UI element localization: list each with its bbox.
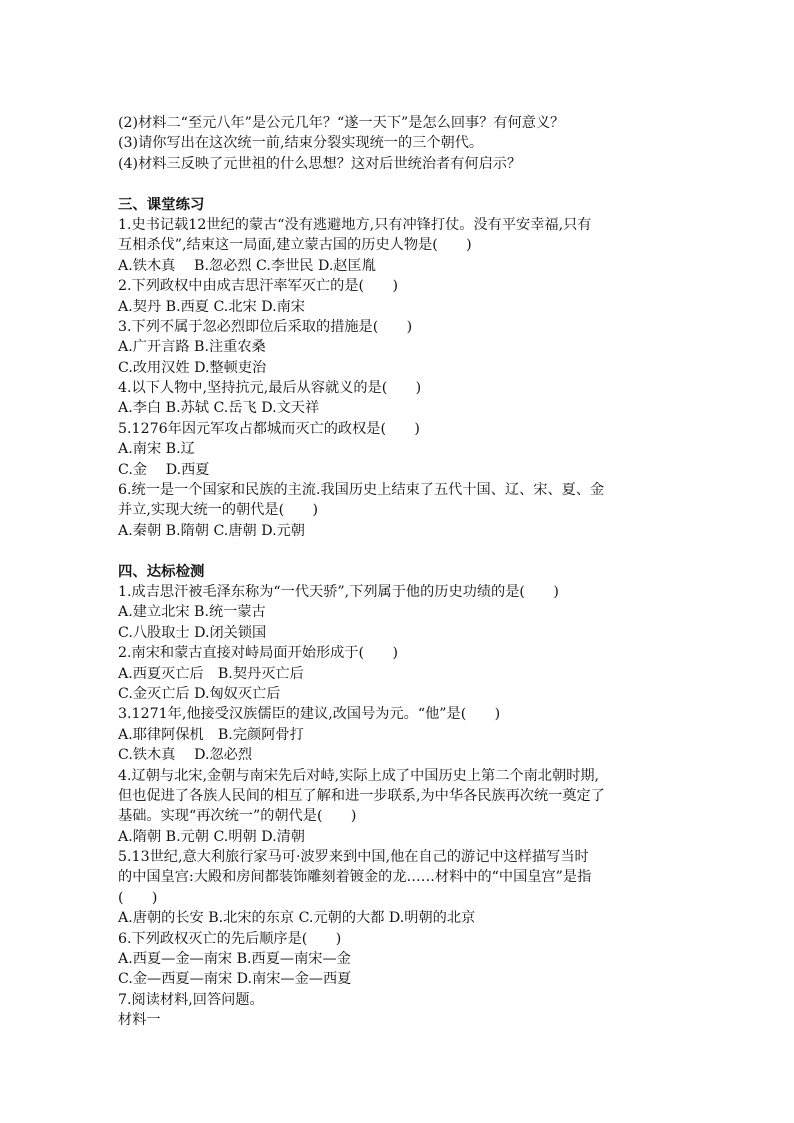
text-line: 3.1271年,他接受汉族儒臣的建议,改国号为元。“他”是( ) <box>118 706 501 723</box>
question-line: (4)材料三反映了元世祖的什么思想？这对后世统治者有何启示？ <box>118 155 522 172</box>
text-line: 的中国皇宫:大殿和房间都装饰雕刻着镀金的龙……材料中的“中国皇宫”是指 <box>118 869 592 886</box>
text-line: A.唐朝的长安 B.北宋的东京 C.元朝的大都 D.明朝的北京 <box>118 910 476 927</box>
text-line: A.南宋 B.辽 <box>118 441 195 458</box>
text-line: 2.下列政权中由成吉思汗率军灭亡的是( ) <box>118 278 398 295</box>
text-line: 但也促进了各族人民间的相互了解和进一步联系,为中华各民族再次统一奠定了 <box>118 787 605 804</box>
worksheet-page <box>118 113 688 1031</box>
text-line: A.广开言路 B.注重农桑 <box>118 339 266 356</box>
text-line: 基础。实现“再次统一”的朝代是( ) <box>118 808 357 825</box>
section-classroom-practice <box>118 195 688 542</box>
text-line: 并立,实现大统一的朝代是( ) <box>118 502 319 519</box>
section-heading: 四、达标检测 <box>118 563 205 580</box>
text-line: 7.阅读材料,回答问题。 <box>118 991 264 1008</box>
text-line: 3.下列不属于忽必烈即位后采取的措施是( ) <box>118 318 413 335</box>
text-line: 材料一 <box>118 1012 161 1029</box>
text-line: C.铁木真 D.忽必烈 <box>118 747 253 764</box>
text-line: 2.南宋和蒙古直接对峙局面开始形成于( ) <box>118 645 398 662</box>
text-line: 5.1276年因元军攻占都城而灭亡的政权是( ) <box>118 420 420 437</box>
text-line: C.金—西夏—南宋 D.南宋—金—西夏 <box>118 971 352 988</box>
text-line: A.西夏灭亡后 B.契丹灭亡后 <box>118 665 304 682</box>
section-assessment <box>118 562 688 1031</box>
text-line: 1.史书记载12世纪的蒙古“没有逃避地方,只有冲锋打仗。没有平安幸福,只有 <box>118 216 592 233</box>
text-line: 1.成吉思汗被毛泽东称为“一代天骄”,下列属于他的历史功绩的是( ) <box>118 583 559 600</box>
text-line: 6.下列政权灭亡的先后顺序是( ) <box>118 930 342 947</box>
text-line: 4.辽朝与北宋,金朝与南宋先后对峙,实际上成了中国历史上第二个南北朝时期, <box>118 767 600 784</box>
text-line: A.秦朝 B.隋朝 C.唐朝 D.元朝 <box>118 522 305 539</box>
text-line: 6.统一是一个国家和民族的主流.我国历史上结束了五代十国、辽、宋、夏、金 <box>118 482 605 499</box>
text-line: C.金灭亡后 D.匈奴灭亡后 <box>118 685 281 702</box>
text-line: C.八股取士 D.闭关锁国 <box>118 624 267 641</box>
text-line: A.契丹 B.西夏 C.北宋 D.南宋 <box>118 298 305 315</box>
text-line: 互相杀伐”,结束这一局面,建立蒙古国的历史人物是( ) <box>118 237 472 254</box>
text-line: A.建立北宋 B.统一蒙古 <box>118 604 266 621</box>
question-line: (2)材料二“至元八年”是公元几年？“遂一天下”是怎么回事？有何意义？ <box>118 115 565 131</box>
text-line: A.李白 B.苏轼 C.岳飞 D.文天祥 <box>118 400 320 417</box>
text-line: C.金 D.西夏 <box>118 461 210 478</box>
text-line: A.隋朝 B.元朝 C.明朝 D.清朝 <box>118 828 305 845</box>
question-line: (3)请你写出在这次统一前,结束分裂实现统一的三个朝代。 <box>118 135 484 152</box>
spacer <box>118 541 688 561</box>
text-line: A.耶律阿保机 B.完颜阿骨打 <box>118 726 304 743</box>
spacer <box>118 174 688 194</box>
text-line: 4.以下人物中,坚持抗元,最后从容就义的是( ) <box>118 380 422 397</box>
text-line: ( ) <box>118 889 158 906</box>
text-line: C.改用汉姓 D.整顿吏治 <box>118 359 267 376</box>
section-heading: 三、课堂练习 <box>118 196 205 213</box>
text-line: 5.13世纪,意大利旅行家马可·波罗来到中国,他在自己的游记中这样描写当时 <box>118 849 589 866</box>
text-line: A.铁木真 B.忽必烈 C.李世民 D.赵匡胤 <box>118 257 376 274</box>
text-line: A.西夏—金—南宋 B.西夏—南宋—金 <box>118 951 351 968</box>
intro-questions <box>118 113 688 174</box>
